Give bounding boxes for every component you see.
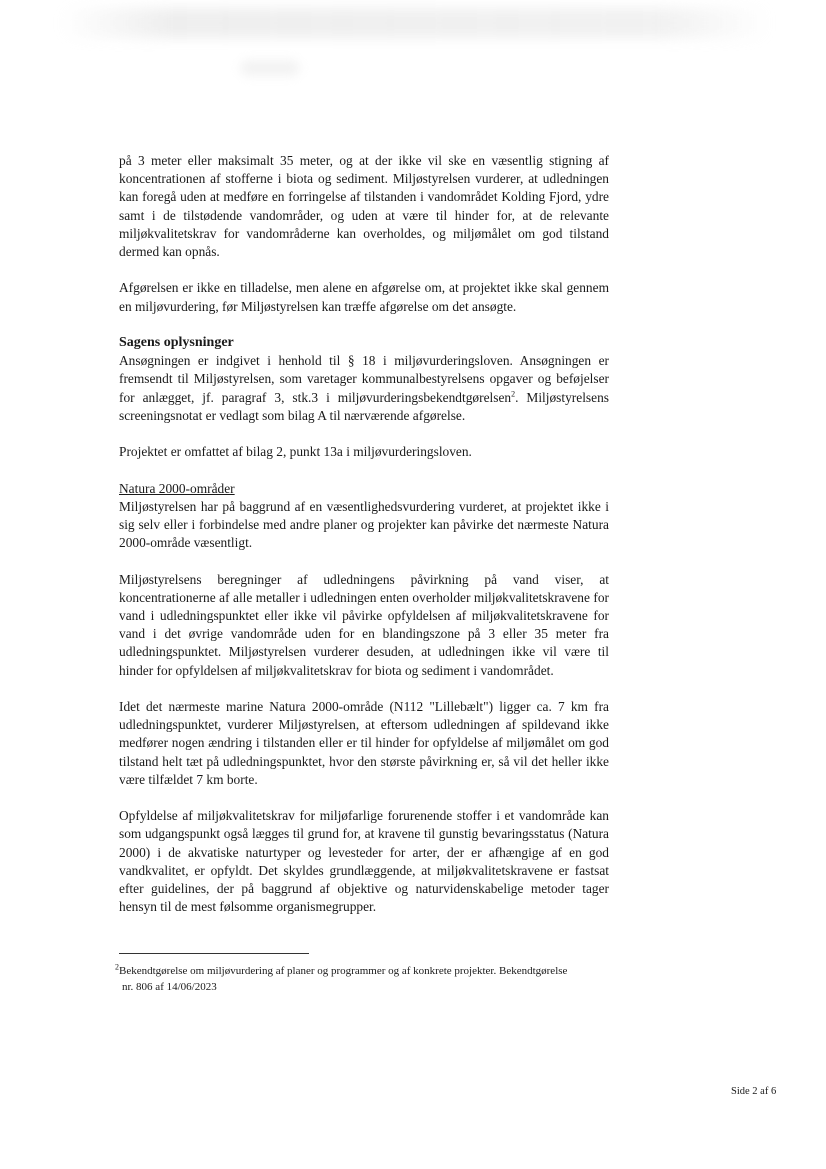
paragraph-continuation: på 3 meter eller maksimalt 35 meter, og at der ikke vil ske en væsentlig stigning af koncentrationen af stofferne i biota og sediment. Miljøstyrelsen vurderer, at udledningen kan foregå uden at medføre en forringelse af tilstanden i vandområdet Kolding Fjord, ydre samt i de tilstødende vandområder, og uden at være til hinder for, at de relevante miljøkvalitetskrav for vandområderne kan overholdes, og miljømålet om god tilstand dermed kan opnås. [119,153,609,260]
footnote-divider [119,953,309,954]
subheading-natura-2000: Natura 2000-områder [119,480,235,496]
blurred-subheader [240,60,300,76]
footnote [115,963,615,995]
paragraph-nearest-natura: Idet det nærmeste marine Natura 2000-område (N112 "Lillebælt") ligger ca. 7 km fra udledningspunktet, vurderer Miljøstyrelsen, at eftersom udledningen af spildevand ikke medfører nogen ændring i tilstanden eller er til hinder for opfyldelse af miljømålet om god tilstand helt tæt på udledningspunktet, hvor den største påvirkning er, så vil det heller ikke være tilfældet 7 km borte. [119,699,609,787]
paragraph-calculations: Miljøstyrelsens beregninger af udledningens påvirkning på vand viser, at koncentrationerne af alle metaller i udledningen enten overholder miljøkvalitetskravene for vand i udledningspunktet eller ikke vil påvirke opfyldelsen af miljøkvalitetskravene for vand i det øvrige vandområde uden for en blandingszone på 3 eller 35 meter fra udledningspunktet. Miljøstyrelsen vurderer desuden, at udledningen ikke vil være til hinder for opfyldelsen af miljøkvalitetskrav for biota og sediment i vandområdet. [119,571,609,678]
footnote-reference[interactable]: 2 [511,389,516,399]
page-number: Side 2 af 6 [731,1086,777,1097]
paragraph-decision-note: Afgørelsen er ikke en tilladelse, men alene en afgørelse om, at projektet ikke skal gennem en miljøvurdering, før Miljøstyrelsen kan træffe afgørelse om det ansøgte. [119,280,609,314]
paragraph-application [119,352,609,425]
footnote-line-1: Bekendtgørelse om miljøvurdering af planer og programmer og af konkrete projekter. Bekendtgørelse [119,965,568,977]
paragraph-quality-requirements: Opfyldelse af miljøkvalitetskrav for miljøfarlige forurenende stoffer i et vandområde kan som udgangspunkt også lægges til grund for, at kravene til gunstig bevaringsstatus (Natura 2000) i de akvatiske naturtyper og levesteder for arter, der er afhængige af en god vandkvalitet, er opfyldt. Det skyldes grundlæggende, at miljøkvalitetskravene er fastsat efter guidelines, der på baggrund af objektive og naturvidenskabelige metoder tager hensyn til de mest følsomme organismegrupper. [119,808,609,915]
footnote-line-2: nr. 806 af 14/06/2023 [122,981,217,993]
paragraph-application-text-2: . Miljøstyrelsens screeningsnotat er vedlagt som bilag A til nærværende afgørelse. [119,389,609,423]
blurred-header [60,8,770,38]
paragraph-annex: Projektet er omfattet af bilag 2, punkt 13a i miljøvurderingsloven. [119,444,472,460]
paragraph-natura-assessment: Miljøstyrelsen har på baggrund af en væsentlighedsvurdering vurderet, at projektet ikke i sig selv eller i forbindelse med andre planer og projekter kan påvirke det nærmeste Natura 2000-område væsentligt. [119,498,609,551]
paragraph-application-text-1: Ansøgningen er indgivet i henhold til § 18 i miljøvurderingsloven. Ansøgningen er fremsendt til Miljøstyrelsen, som varetager kommunalbestyrelsens opgaver og beføjelser for anlægget, jf. paragraf 3, stk.3 i miljøvurderingsbekendtgørelsen [119,353,609,405]
section-heading-sagens-oplysninger: Sagens oplysninger [119,335,234,350]
footnote-marker: 2 [115,962,119,972]
body-text [119,152,609,935]
